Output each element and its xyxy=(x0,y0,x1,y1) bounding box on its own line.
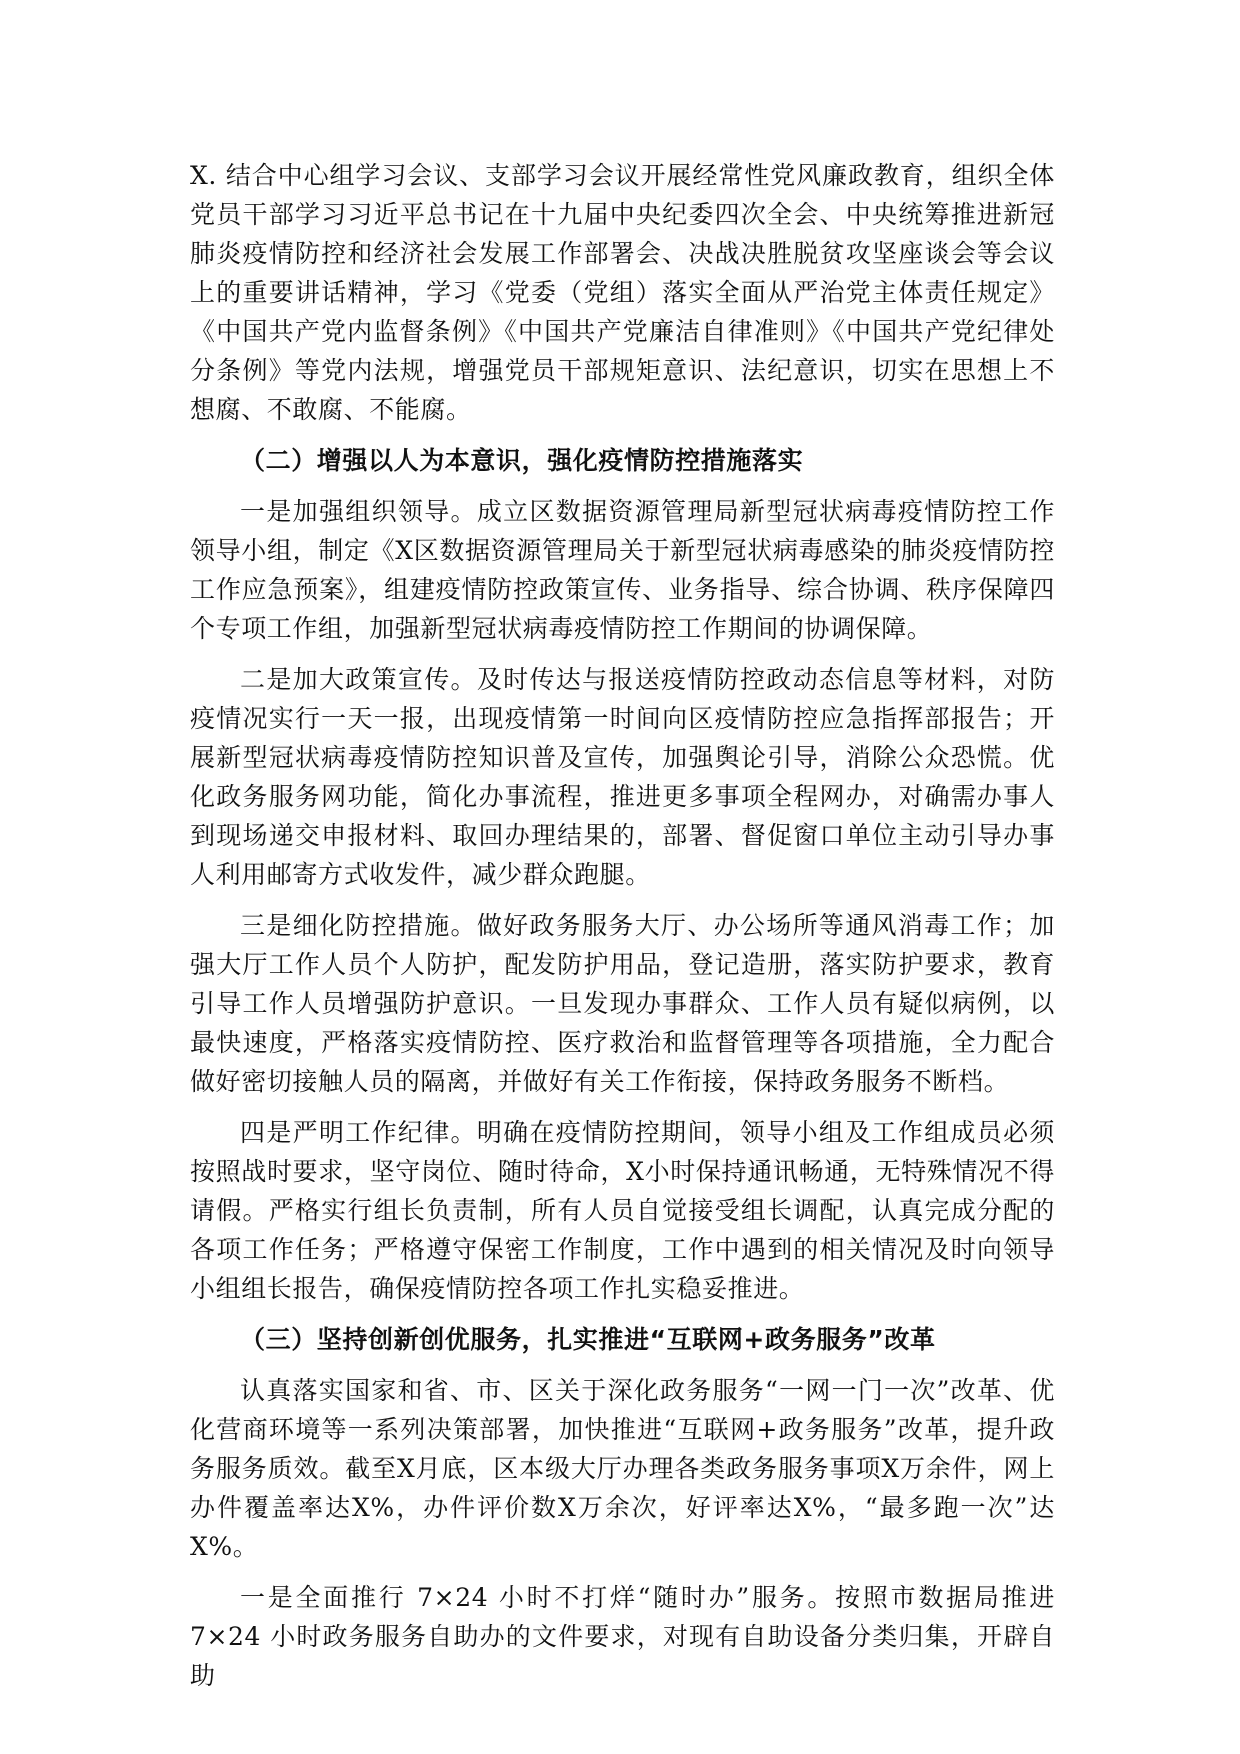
section-heading-2: （二）增强以人为本意识，强化疫情防控措施落实 xyxy=(240,446,804,475)
section-heading-3: （三）坚持创新创优服务，扎实推进“互联网+政务服务”改革 xyxy=(240,1325,936,1354)
paragraph-24h-service: 一是全面推行 7×24 小时不打烊“随时办”服务。按照市数据局推进7×24 小时政务服务自助办的文件要求，对现有自助设备分类归集，开辟自助 xyxy=(190,1583,1055,1690)
paragraph-organization: 一是加强组织领导。成立区数据资源管理局新型冠状病毒疫情防控工作领导小组，制定《X区数据资源管理局关于新型冠状病毒感染的肺炎疫情防控工作应急预案》，组建疫情防控政策宣传、业务指导、综合协调、秩序保障四个专项工作组，加强新型冠状病毒疫情防控工作期间的协调保障。 xyxy=(190,497,1055,643)
paragraph-measures: 三是细化防控措施。做好政务服务大厅、办公场所等通风消毒工作；加强大厅工作人员个人防护，配发防护用品，登记造册，落实防护要求，教育引导工作人员增强防护意识。一旦发现办事群众、工作人员有疑似病例，以最快速度，严格落实疫情防控、医疗救治和监督管理等各项措施，全力配合做好密切接触人员的隔离，并做好有关工作衔接，保持政务服务不断档。 xyxy=(190,911,1055,1096)
document-page xyxy=(190,156,1055,1707)
paragraph-publicity: 二是加大政策宣传。及时传达与报送疫情防控政动态信息等材料，对防疫情况实行一天一报，出现疫情第一时间向区疫情防控应急指挥部报告；开展新型冠状病毒疫情防控知识普及宣传，加强舆论引导，消除公众恐慌。优化政务服务网功能，简化办事流程，推进更多事项全程网办，对确需办事人到现场递交申报材料、取回办理结果的，部署、督促窗口单位主动引导办事人利用邮寄方式收发件，减少群众跑腿。 xyxy=(190,665,1055,889)
paragraph-discipline: 四是严明工作纪律。明确在疫情防控期间，领导小组及工作组成员必须按照战时要求，坚守岗位、随时待命，X小时保持通讯畅通，无特殊情况不得请假。严格实行组长负责制，所有人员自觉接受组长调配，认真完成分配的各项工作任务；严格遵守保密工作制度，工作中遇到的相关情况及时向领导小组组长报告，确保疫情防控各项工作扎实稳妥推进。 xyxy=(190,1118,1055,1303)
paragraph-study-education: X. 结合中心组学习会议、支部学习会议开展经常性党风廉政教育，组织全体党员干部学习习近平总书记在十九届中央纪委四次全会、中央统筹推进新冠肺炎疫情防控和经济社会发展工作部署会、决战决胜脱贫攻坚座谈会等会议上的重要讲话精神，学习《党委（党组）落实全面从严治党主体责任规定》《中国共产党内监督条例》《中国共产党廉洁自律准则》《中国共产党纪律处分条例》等党内法规，增强党员干部规矩意识、法纪意识，切实在思想上不想腐、不敢腐、不能腐。 xyxy=(190,161,1055,424)
paragraph-reform: 认真落实国家和省、市、区关于深化政务服务“一网一门一次”改革、优化营商环境等一系列决策部署，加快推进“互联网+政务服务”改革，提升政务服务质效。截至X月底，区本级大厅办理各类政务服务事项X万余件，网上办件覆盖率达X%，办件评价数X万余次，好评率达X%，“最多跑一次”达X%。 xyxy=(190,1376,1055,1561)
